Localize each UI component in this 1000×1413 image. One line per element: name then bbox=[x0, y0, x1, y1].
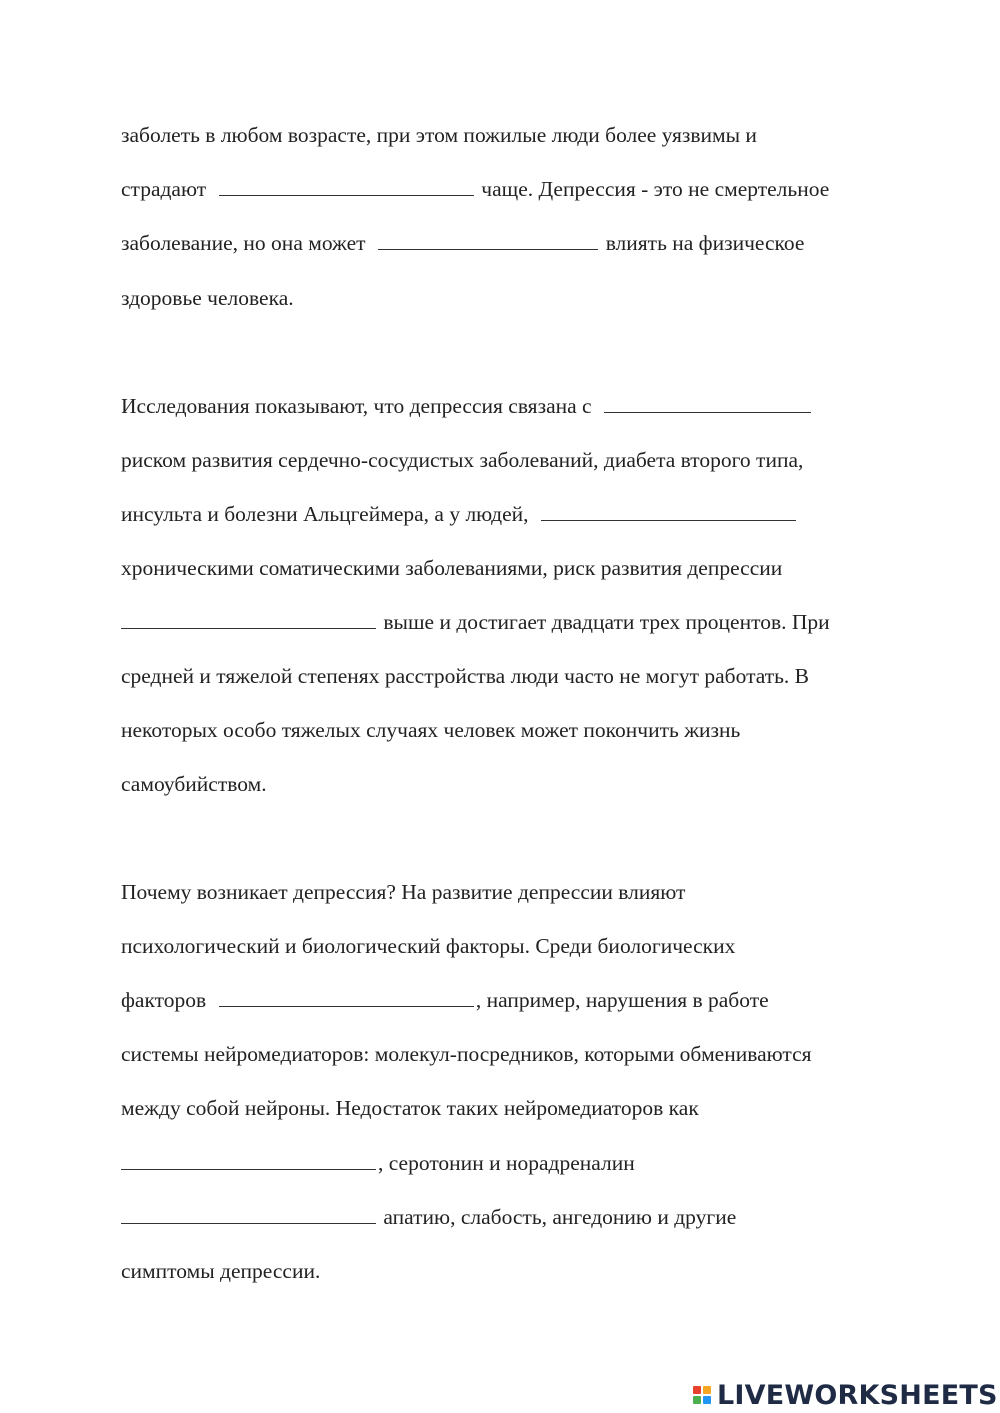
logo-square-green bbox=[693, 1396, 701, 1404]
p2-line-6: средней и тяжелой степенях расстройства люди часто не могут работать. В bbox=[121, 664, 809, 688]
p1-line-1: заболеть в любом возрасте, при этом пожилые люди более уязвимы и bbox=[121, 123, 757, 147]
p3-line-7: апатию, слабость, ангедонию и другие bbox=[121, 1202, 736, 1232]
p3-line-3: факторов , например, нарушения в работе bbox=[121, 988, 769, 1012]
p1-line-3: заболевание, но она может влиять на физическое bbox=[121, 231, 805, 255]
p2-line-2: риском развития сердечно-сосудистых заболеваний, диабета второго типа, bbox=[121, 448, 804, 472]
p2-line-5: выше и достигает двадцати трех процентов. При bbox=[121, 607, 830, 637]
p2-line-3: инсульта и болезни Альцгеймера, а у людей, bbox=[121, 499, 798, 529]
p3-line-6: , серотонин и норадреналин bbox=[121, 1148, 635, 1178]
p3-line-2: психологический и биологический факторы. Среди биологических bbox=[121, 934, 736, 958]
logo-text: LIVEWORKSHEETS bbox=[717, 1379, 998, 1411]
p2-line-8: самоубийством. bbox=[121, 772, 267, 796]
logo-square-blue bbox=[703, 1396, 711, 1404]
blank-4-input[interactable] bbox=[541, 500, 796, 521]
blank-8-input[interactable] bbox=[121, 1203, 376, 1224]
p1-line-4: здоровье человека. bbox=[121, 286, 294, 310]
p3-line-4: системы нейромедиаторов: молекул-посредников, которыми обмениваются bbox=[121, 1042, 812, 1066]
blank-3-input[interactable] bbox=[604, 392, 811, 413]
liveworksheets-logo[interactable] bbox=[693, 1378, 998, 1412]
logo-grid-icon bbox=[693, 1386, 711, 1404]
p2-line-1: Исследования показывают, что депрессия связана с bbox=[121, 391, 813, 421]
blank-1-input[interactable] bbox=[219, 175, 474, 196]
logo-square-orange bbox=[703, 1386, 711, 1394]
logo-square-red bbox=[693, 1386, 701, 1394]
p2-line-4: хроническими соматическими заболеваниями, риск развития депрессии bbox=[121, 556, 783, 580]
p2-line-7: некоторых особо тяжелых случаях человек может покончить жизнь bbox=[121, 718, 741, 742]
blank-2-input[interactable] bbox=[378, 229, 598, 250]
blank-5-input[interactable] bbox=[121, 608, 376, 629]
p3-line-5: между собой нейроны. Недостаток таких нейромедиаторов как bbox=[121, 1096, 699, 1120]
p3-line-1: Почему возникает депрессия? На развитие депрессии влияют bbox=[121, 880, 686, 904]
p1-line-2: страдают чаще. Депрессия - это не смертельное bbox=[121, 177, 830, 201]
blank-6-input[interactable] bbox=[219, 986, 474, 1007]
blank-7-input[interactable] bbox=[121, 1149, 376, 1170]
p3-line-8: симптомы депрессии. bbox=[121, 1259, 321, 1283]
